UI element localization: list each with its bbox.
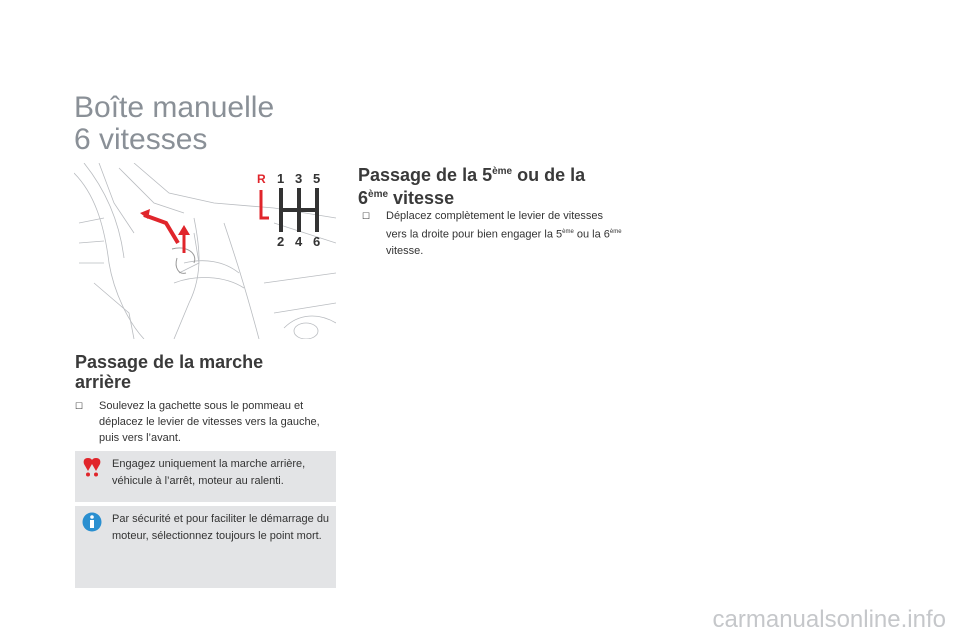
checkbox-bullet-icon: ☐ [75, 401, 84, 411]
fifth-sixth-text-b: ou la 6 [573, 228, 610, 241]
fifth-sixth-sup-1: ème [562, 229, 574, 235]
warning-icon [82, 457, 102, 477]
fifth-sixth-heading-a: Passage de la 5 [358, 165, 493, 185]
warning-text: Engagez uniquement la marche arrière, véhicule à l’arrêt, moteur au ralenti. [112, 458, 306, 487]
reverse-instruction-text: Soulevez la gachette sous le pommeau et déplacez le levier de vitesses vers la gauche, puis vers l’avant. [99, 400, 320, 444]
info-box [75, 506, 336, 588]
fifth-sixth-heading-sup-2: ème [368, 189, 389, 200]
shift-label-4: 4 [295, 234, 303, 248]
fifth-sixth-heading-c: 6 [358, 188, 369, 208]
fifth-sixth-instruction-text [362, 208, 626, 259]
title-line-2: 6 vitesses [74, 123, 208, 156]
reverse-heading [75, 352, 335, 392]
reverse-heading-line-1: Passage de la marche [75, 352, 264, 372]
shift-label-3: 3 [295, 171, 303, 186]
fifth-sixth-sup-2: ème [609, 229, 622, 235]
watermark: carmanualsonline.info [712, 606, 946, 633]
fifth-sixth-heading-sup-1: ème [492, 166, 513, 177]
shift-label-5: 5 [313, 171, 321, 186]
warning-box [75, 451, 336, 502]
shift-label-6: 6 [313, 234, 321, 248]
shift-label-1: 1 [277, 171, 285, 186]
shift-label-2: 2 [277, 234, 285, 248]
fifth-sixth-heading-d: vitesse [388, 188, 455, 208]
fifth-sixth-instruction [362, 208, 626, 259]
checkbox-bullet-icon: ☐ [362, 211, 371, 221]
page-title [74, 92, 274, 156]
info-text: Par sécurité et pour faciliter le démarrage du moteur, sélectionnez toujours le point mort. [112, 513, 330, 542]
fifth-sixth-heading-b: ou de la [512, 165, 586, 185]
fifth-sixth-heading [358, 162, 628, 208]
title-line-1: Boîte manuelle [74, 91, 275, 124]
info-icon [82, 512, 102, 532]
reverse-heading-line-2: arrière [75, 372, 132, 392]
shift-label-r: R [257, 172, 266, 186]
reverse-instruction [75, 398, 325, 446]
fifth-sixth-text-a: Déplacez complètement le levier de vitesses vers la droite pour bien engager la 5 [386, 210, 604, 241]
shift-pattern-diagram [255, 170, 327, 248]
fifth-sixth-text-c: vitesse. [386, 244, 424, 257]
